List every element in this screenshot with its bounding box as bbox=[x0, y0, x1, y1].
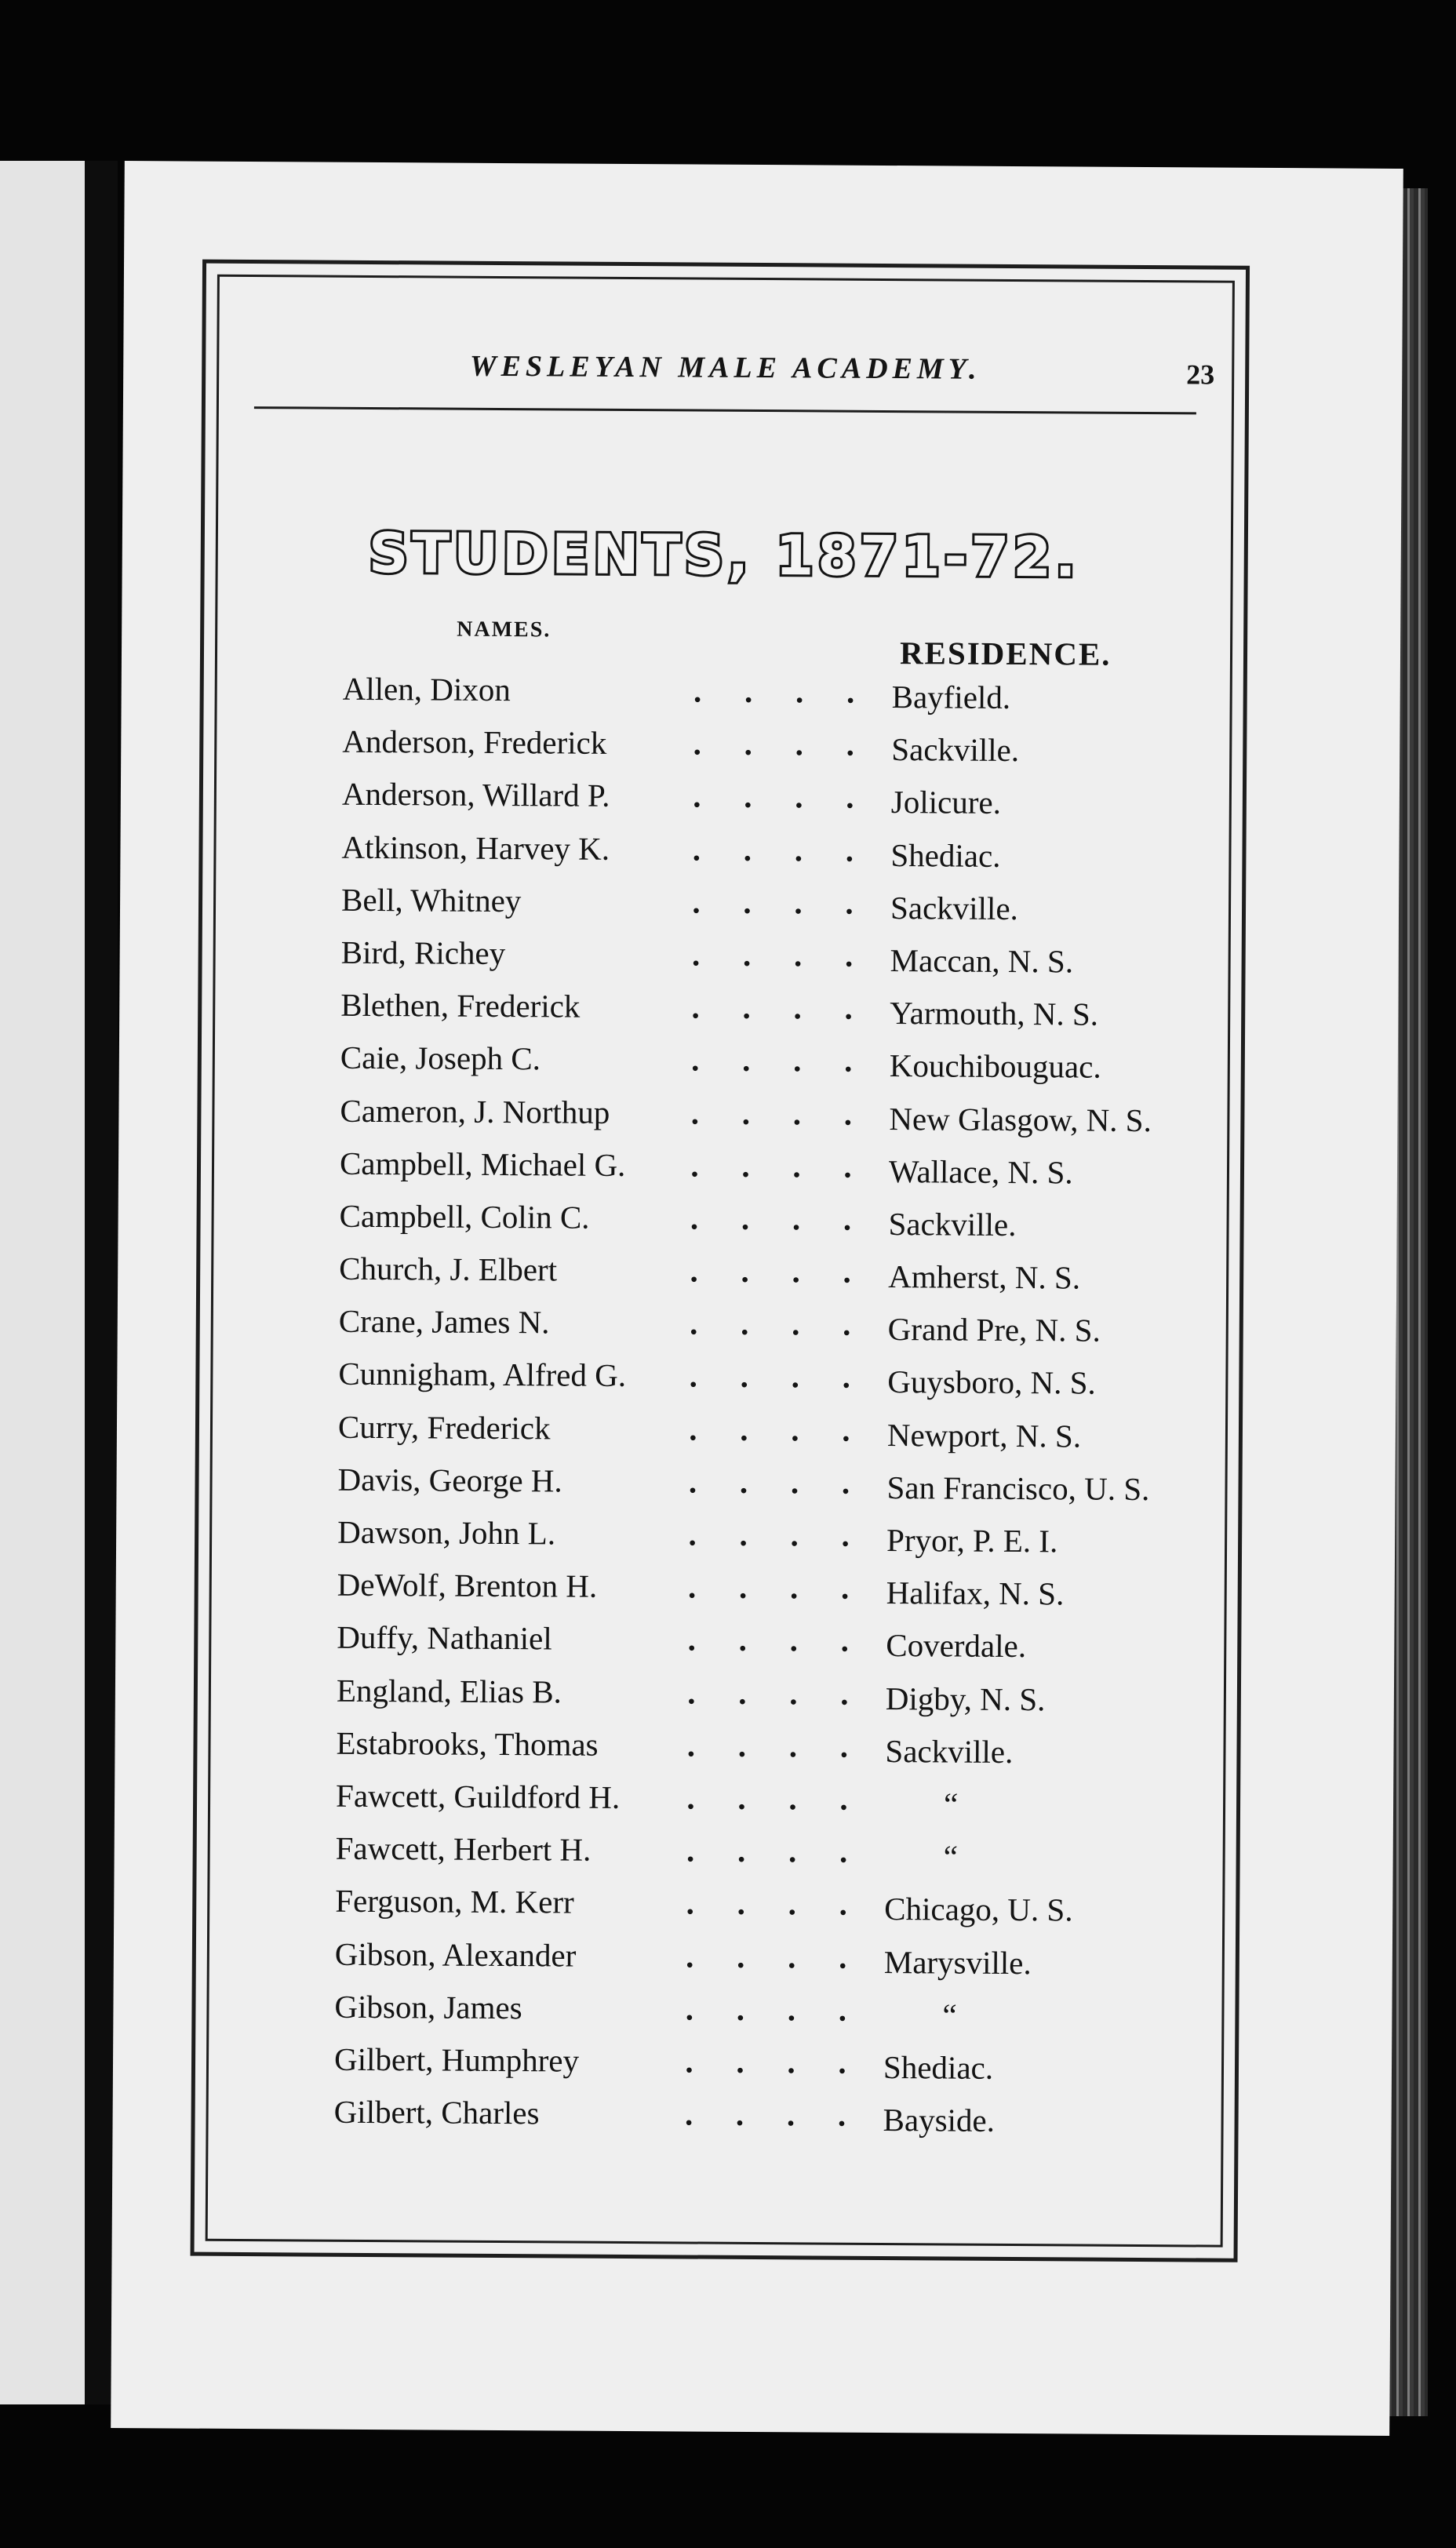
student-name: Duffy, Nathaniel bbox=[337, 1619, 552, 1657]
student-name: Dawson, John L. bbox=[337, 1513, 556, 1552]
student-residence: Marysville. bbox=[883, 1943, 1032, 1981]
student-residence: Newport, N. S. bbox=[886, 1416, 1082, 1454]
page-title: STUDENTS, 1871-72. bbox=[368, 520, 1080, 590]
running-head: WESLEYAN MALE ACADEMY. bbox=[469, 349, 981, 386]
student-residence: Wallace, N. S. bbox=[888, 1152, 1073, 1191]
student-row bbox=[338, 1407, 1240, 1465]
student-row bbox=[334, 1987, 1236, 2045]
dot-leader: . . . . bbox=[685, 1990, 847, 2028]
student-row bbox=[334, 2040, 1236, 2098]
student-residence: Yarmouth, N. S. bbox=[890, 995, 1099, 1032]
student-row bbox=[340, 934, 1243, 992]
student-residence: Chicago, U. S. bbox=[884, 1891, 1073, 1928]
student-residence: Guysboro, N. S. bbox=[887, 1363, 1096, 1402]
residence-column-header: RESIDENCE. bbox=[899, 635, 1112, 672]
student-row bbox=[339, 1250, 1241, 1308]
student-row bbox=[336, 1777, 1238, 1835]
dot-leader: . . . . bbox=[685, 2043, 846, 2080]
student-name: Estabrooks, Thomas bbox=[336, 1724, 599, 1763]
dot-leader: . . . . bbox=[689, 1357, 851, 1396]
student-residence: Shediac. bbox=[890, 836, 1001, 874]
student-residence: New Glasgow, N. S. bbox=[889, 1100, 1152, 1138]
student-row bbox=[337, 1671, 1239, 1729]
student-name: Fawcett, Guildford H. bbox=[335, 1777, 621, 1815]
student-residence: Sackville. bbox=[891, 731, 1020, 769]
dot-leader: . . . . bbox=[687, 1621, 850, 1659]
student-residence: Halifax, N. S. bbox=[886, 1574, 1065, 1612]
dot-leader: . . . . bbox=[691, 988, 854, 1026]
student-residence: Pryor, P. E. I. bbox=[886, 1522, 1058, 1560]
dot-leader: . . . . bbox=[686, 1727, 849, 1764]
dot-leader: . . . . bbox=[691, 1041, 853, 1079]
student-name: Allen, Dixon bbox=[342, 670, 511, 708]
dot-leader: . . . . bbox=[690, 1199, 852, 1237]
student-name: Bell, Whitney bbox=[340, 881, 522, 919]
dot-leader: . . . . bbox=[689, 1410, 850, 1448]
student-name: Atkinson, Harvey K. bbox=[341, 828, 610, 867]
student-name: Davis, George H. bbox=[337, 1461, 562, 1499]
student-row bbox=[337, 1618, 1239, 1676]
student-residence: Amherst, N. S. bbox=[888, 1258, 1081, 1296]
student-name: Curry, Frederick bbox=[337, 1408, 551, 1447]
student-name: Bird, Richey bbox=[340, 934, 506, 971]
dot-leader: . . . . bbox=[692, 831, 854, 868]
student-roster bbox=[333, 670, 1244, 2151]
student-row bbox=[340, 1144, 1242, 1202]
dot-leader: . . . . bbox=[686, 1832, 848, 1869]
dot-leader: . . . . bbox=[687, 1674, 849, 1712]
student-row bbox=[340, 986, 1243, 1044]
dot-leader: . . . . bbox=[691, 936, 854, 974]
student-name: Cameron, J. Northup bbox=[340, 1092, 610, 1130]
student-name: Anderson, Frederick bbox=[342, 723, 607, 762]
dot-leader: . . . . bbox=[690, 1305, 851, 1342]
dot-leader: . . . . bbox=[688, 1463, 850, 1501]
student-residence: San Francisco, U. S. bbox=[886, 1469, 1150, 1507]
dot-leader: . . . . bbox=[687, 1568, 850, 1606]
dot-leader: . . . . bbox=[692, 883, 854, 921]
dot-leader: . . . . bbox=[684, 2095, 846, 2133]
student-name: Anderson, Willard P. bbox=[341, 776, 610, 814]
student-row bbox=[335, 1882, 1237, 1940]
dot-leader: . . . . bbox=[686, 1779, 848, 1817]
adjacent-page-edge bbox=[0, 161, 85, 2404]
student-row bbox=[335, 1935, 1237, 1993]
page-frame-inner-rule bbox=[206, 275, 1235, 2248]
student-name: Campbell, Colin C. bbox=[339, 1197, 590, 1236]
ditto-mark: “ bbox=[942, 1997, 957, 2033]
student-name: England, Elias B. bbox=[336, 1672, 562, 1710]
student-residence: Grand Pre, N. S. bbox=[887, 1311, 1101, 1349]
dot-leader: . . . . bbox=[690, 1094, 853, 1132]
student-residence: Kouchibouguac. bbox=[889, 1047, 1101, 1085]
student-row bbox=[340, 1039, 1243, 1097]
student-residence: Sackville. bbox=[890, 889, 1019, 926]
student-row bbox=[341, 828, 1243, 886]
student-name: Gilbert, Charles bbox=[333, 2093, 540, 2131]
dot-leader: . . . . bbox=[690, 1252, 851, 1290]
student-name: Ferguson, M. Kerr bbox=[335, 1883, 574, 1920]
student-name: Campbell, Michael G. bbox=[339, 1145, 626, 1183]
student-name: Church, J. Elbert bbox=[339, 1250, 558, 1288]
student-name: Fawcett, Herbert H. bbox=[335, 1829, 592, 1868]
student-row bbox=[337, 1461, 1239, 1519]
ditto-mark: “ bbox=[943, 1785, 959, 1822]
student-residence: Sackville. bbox=[888, 1205, 1017, 1243]
student-residence: Jolicure. bbox=[890, 784, 1002, 821]
ditto-mark: “ bbox=[943, 1838, 959, 1875]
page-frame bbox=[191, 260, 1250, 2262]
student-row bbox=[339, 1302, 1241, 1360]
student-row bbox=[337, 1566, 1239, 1624]
student-row bbox=[337, 1513, 1239, 1571]
student-name: Blethen, Frederick bbox=[340, 986, 581, 1025]
student-row bbox=[335, 1829, 1237, 1887]
student-name: Cunnigham, Alfred G. bbox=[338, 1356, 627, 1394]
dot-leader: . . . . bbox=[693, 725, 855, 763]
student-residence: Coverdale. bbox=[886, 1627, 1027, 1665]
student-row bbox=[333, 2093, 1236, 2151]
names-column-header: NAMES. bbox=[457, 617, 551, 642]
student-name: Gibson, James bbox=[334, 1988, 522, 2026]
dot-leader: . . . . bbox=[688, 1516, 850, 1553]
student-row bbox=[342, 670, 1244, 728]
dot-leader: . . . . bbox=[693, 777, 854, 816]
student-residence: Bayfield. bbox=[891, 679, 1011, 715]
student-row bbox=[342, 723, 1244, 781]
student-name: Caie, Joseph C. bbox=[340, 1039, 541, 1077]
student-row bbox=[338, 1355, 1240, 1413]
student-row bbox=[341, 881, 1243, 939]
student-residence: Maccan, N. S. bbox=[890, 941, 1074, 980]
book-page bbox=[111, 161, 1403, 2436]
student-name: Gibson, Alexander bbox=[334, 1935, 577, 1974]
dot-leader: . . . . bbox=[686, 1937, 847, 1975]
student-row bbox=[336, 1724, 1238, 1782]
dot-leader: . . . . bbox=[693, 672, 855, 710]
student-row bbox=[340, 1091, 1242, 1149]
student-name: Gilbert, Humphrey bbox=[333, 2040, 580, 2079]
student-row bbox=[342, 775, 1244, 833]
student-residence: Bayside. bbox=[883, 2102, 996, 2138]
student-name: Crane, James N. bbox=[338, 1302, 550, 1341]
student-residence: Digby, N. S. bbox=[885, 1680, 1046, 1717]
header-rule bbox=[254, 406, 1196, 414]
student-residence: Sackville. bbox=[885, 1732, 1014, 1770]
page-number: 23 bbox=[1186, 359, 1215, 391]
student-row bbox=[339, 1197, 1241, 1255]
dot-leader: . . . . bbox=[686, 1884, 848, 1923]
student-name: DeWolf, Brenton H. bbox=[337, 1566, 598, 1604]
student-residence: Shediac. bbox=[883, 2048, 994, 2086]
dot-leader: . . . . bbox=[690, 1147, 852, 1185]
